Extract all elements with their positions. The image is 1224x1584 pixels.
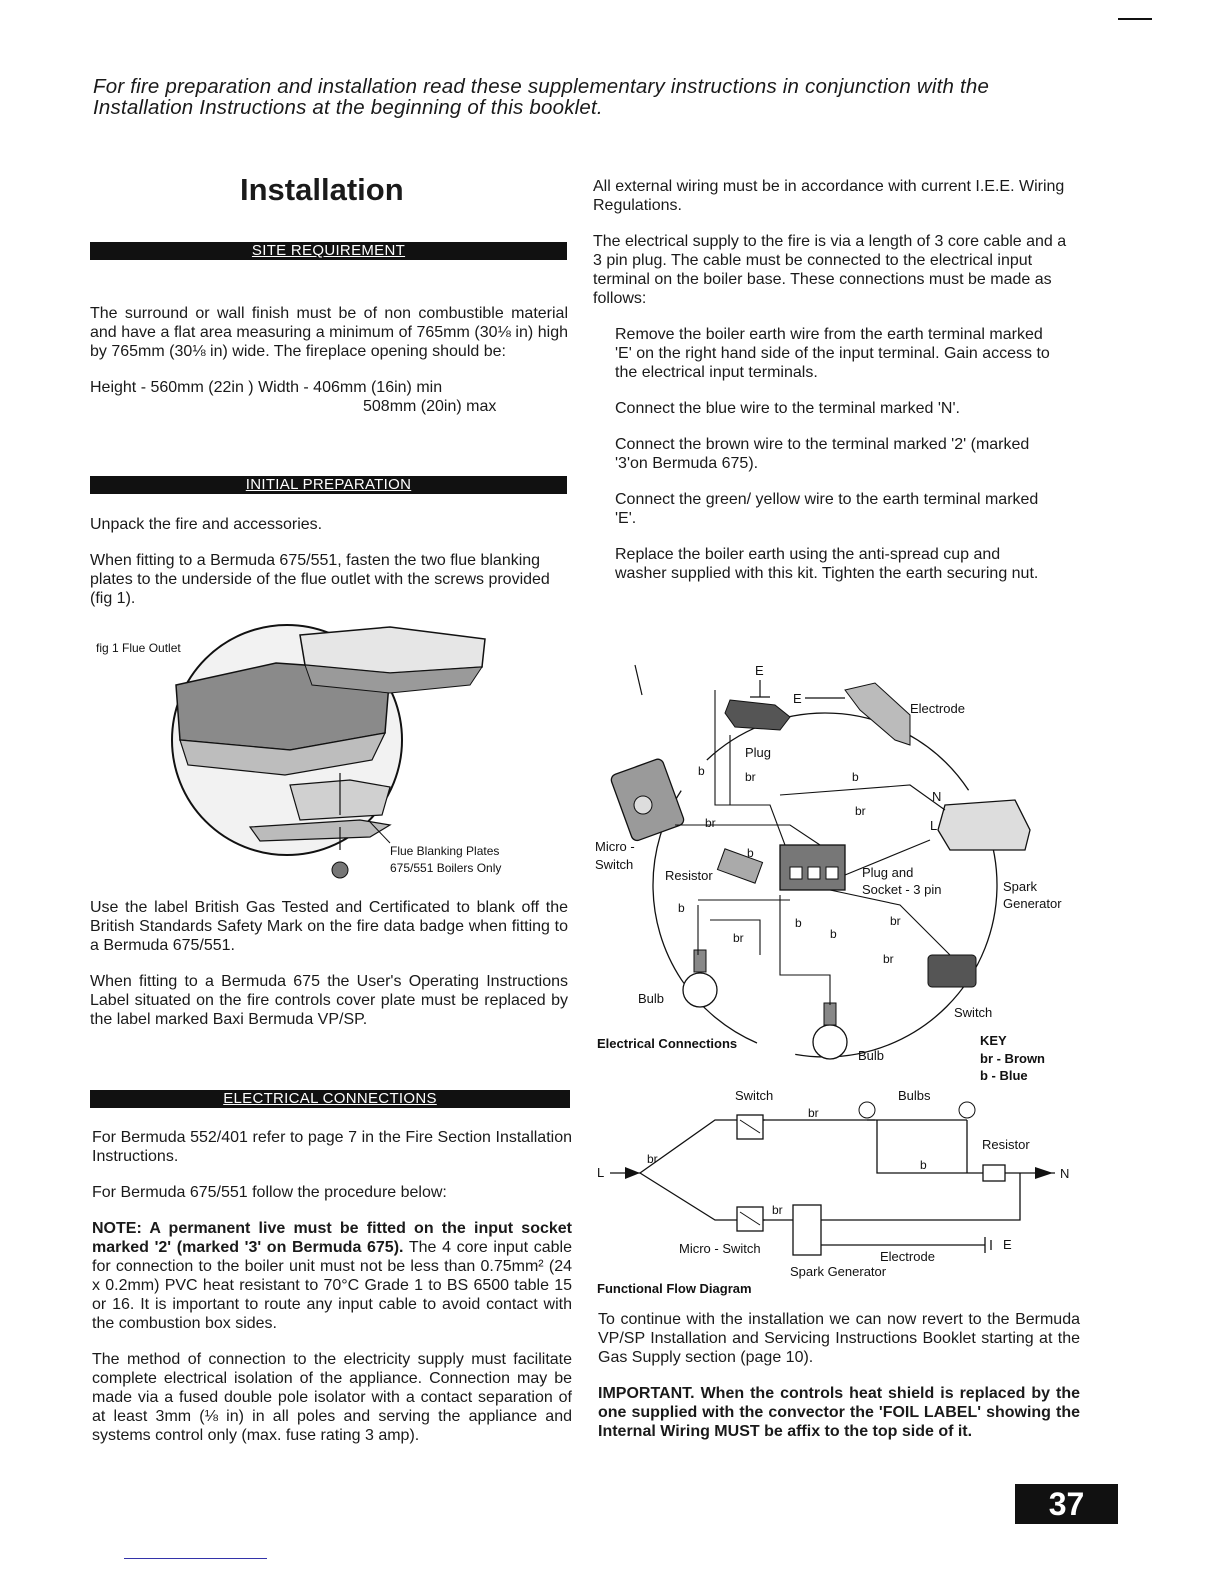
- flow-bulb-1-icon: [859, 1102, 875, 1118]
- n-terminal-label: N: [932, 789, 942, 804]
- flow-b-label: b: [920, 1158, 927, 1172]
- step-3: Connect the brown wire to the terminal marked '2' (marked '3'on Bermuda 675).: [615, 436, 1030, 472]
- flow-br-label-1: br: [647, 1152, 658, 1166]
- important-paragraph: IMPORTANT. When the controls heat shield is replaced by the one supplied with the convector the 'FOIL LABEL' showing the Internal Wiring MUST be affix to the top side of it.: [598, 1385, 1080, 1440]
- flow-resistor-label: Resistor: [982, 1137, 1030, 1152]
- wire-label-b-2: b: [852, 770, 859, 784]
- bulb-bottom-cap: [824, 1003, 836, 1025]
- flow-br-label-2: br: [808, 1106, 819, 1120]
- note-paragraph: [92, 1219, 572, 1333]
- step-1: Remove the boiler earth wire from the earth terminal marked 'E' on the right hand side of the input terminal. Gain access to the electrical input terminals.: [615, 326, 1050, 381]
- switch-icon: [928, 955, 976, 987]
- section-bar-initial: [90, 476, 567, 494]
- pointer-mark: [635, 665, 642, 695]
- wire-label-b-5: b: [795, 916, 802, 930]
- wire-label-b-6: b: [830, 927, 837, 941]
- prep-paragraph-1: Unpack the fire and accessories.: [90, 516, 323, 533]
- socket-pin-3: [826, 867, 838, 879]
- flow-br-label-3: br: [772, 1203, 783, 1217]
- flue-outlet-top: [300, 627, 485, 673]
- flow-bulbs-label: Bulbs: [898, 1088, 931, 1103]
- switch-label: Switch: [954, 1005, 993, 1020]
- plug-socket-label-2: Socket - 3 pin: [862, 882, 942, 897]
- flow-l-label: L: [597, 1165, 605, 1180]
- wire-4: [675, 825, 820, 845]
- wire-label-br-1: br: [745, 770, 756, 784]
- bulb-bottom-label: Bulb: [858, 1048, 885, 1063]
- note-bold: NOTE: A permanent live must be fitted on the input socket marked '2' (marked '3' on Bermuda 675).: [92, 1220, 572, 1256]
- wiring-paragraph: All external wiring must be in accordance with current I.E.E. Wiring Regulations.: [593, 178, 1065, 214]
- site-paragraph: The surround or wall finish must be of non combustible material and have a flat area measuring a minimum of 765mm (30⅛ in) high by 765mm (30⅛ in) wide. The fireplace opening should be:: [90, 305, 568, 360]
- fig1-plates-1: Flue Blanking Plates: [390, 844, 500, 858]
- flow-resistor-icon: [983, 1165, 1005, 1181]
- label-paragraph-1: Use the label British Gas Tested and Certificated to blank off the British Standards Safety Mark on the fire data badge when fitting to a Bermuda 675/551.: [90, 899, 568, 954]
- wire-label-b-3: b: [747, 846, 754, 860]
- electrical-caption: Electrical Connections: [597, 1036, 738, 1051]
- socket-pin-1: [790, 867, 802, 879]
- site-dims-2: 508mm (20in) max: [363, 398, 497, 415]
- socket-pin-2: [808, 867, 820, 879]
- method-paragraph: The method of connection to the electricity supply must facilitate complete electrical isolation of the appliance. Connection may be made via a fused double pole isolator with a contact separation of at least 3mm (⅛ in) in all poles and serving the appliance and systems control only (max. fuse rating 3 amp).: [92, 1351, 572, 1444]
- wire-8: [780, 895, 830, 1005]
- electrical-connections-diagram: [590, 655, 1090, 1090]
- fig1-caption: fig 1 Flue Outlet: [96, 641, 181, 655]
- micro-switch-knob: [634, 796, 652, 814]
- bulb-bottom-icon: [813, 1025, 847, 1059]
- section-title-site: SITE REQUIREMENT: [251, 242, 406, 259]
- electrode-e-label: E: [793, 691, 802, 706]
- note-rest: The 4 core input cable for connection to the boiler unit must not be less than 0.75mm² (24 x 0.2mm) PVC heat resistant to 70°C Grade 1 to BS 6500 table 15 or 16. It is important to route any input cable to avoid contact with the combustion box sides.: [92, 1239, 572, 1332]
- continue-paragraph: To continue with the installation we can now revert to the Bermuda VP/SP Installation and Servicing Instructions Booklet starting at the Gas Supply section (page 10).: [598, 1311, 1080, 1366]
- spark-label-1: Spark: [1003, 879, 1037, 894]
- flow-e-label: E: [1003, 1237, 1012, 1252]
- bottom-rule: [124, 1558, 267, 1559]
- micro-label: Micro -: [595, 839, 635, 854]
- section-bar-site: [90, 242, 567, 260]
- electrical-text: [92, 1128, 572, 1462]
- fig1-plates-2: 675/551 Boilers Only: [390, 861, 502, 875]
- prep-text: [90, 515, 568, 625]
- step-2: Connect the blue wire to the terminal marked 'N'.: [615, 400, 960, 417]
- flow-bulb-return: [877, 1120, 985, 1173]
- label-text: [90, 898, 568, 1046]
- functional-flow-diagram: [595, 1085, 1085, 1300]
- wire-label-br-3: br: [705, 816, 716, 830]
- step-4: Connect the green/ yellow wire to the earth terminal marked 'E'.: [615, 491, 1039, 527]
- plug-label: Plug: [745, 745, 772, 760]
- flow-spark-generator-icon: [793, 1205, 821, 1255]
- key-title: KEY: [980, 1033, 1007, 1048]
- step-5: Replace the boiler earth using the anti-spread cup and washer supplied with this kit. Tighten the earth securing nut.: [615, 546, 1039, 582]
- wire-label-br-4: br: [733, 931, 744, 945]
- key-blue: b - Blue: [980, 1068, 1028, 1083]
- right-text-bottom: [598, 1310, 1080, 1458]
- resistor-icon: [717, 849, 762, 883]
- electrode-label: Electrode: [910, 701, 965, 716]
- flow-electrode-label: Electrode: [880, 1249, 935, 1264]
- label-paragraph-2: When fitting to a Bermuda 675 the User's Operating Instructions Label situated on the fire controls cover plate must be replaced by the label marked Baxi Bermuda VP/SP.: [90, 973, 568, 1028]
- elec-paragraph-1: For Bermuda 552/401 refer to page 7 in the Fire Section Installation Instructions.: [92, 1129, 572, 1165]
- flue-outlet-figure: [90, 615, 570, 895]
- flow-n-label: N: [1060, 1166, 1070, 1181]
- section-title-electrical: ELECTRICAL CONNECTIONS: [223, 1090, 437, 1107]
- wire-label-br-2: br: [855, 804, 866, 818]
- wire-label-b-1: b: [698, 764, 705, 778]
- flow-spark-label: Spark Generator: [790, 1264, 887, 1279]
- flow-n-arrow: [1035, 1167, 1053, 1179]
- supply-paragraph: The electrical supply to the fire is via a length of 3 core cable and a 3 pin plug. The cable must be connected to the electrical input terminal on the boiler base. These connections must be made as follows:: [593, 233, 1067, 307]
- flow-caption: Functional Flow Diagram: [597, 1281, 752, 1296]
- section-bar-electrical: [90, 1090, 570, 1108]
- spark-generator-icon: [938, 800, 1030, 850]
- plug-icon: [725, 700, 790, 730]
- top-rule: [1118, 18, 1152, 20]
- elec-paragraph-2: For Bermuda 675/551 follow the procedure below:: [92, 1184, 447, 1201]
- wire-label-br-6: br: [883, 952, 894, 966]
- flow-l-arrow: [625, 1167, 640, 1179]
- flow-micro-switch-label: Micro - Switch: [679, 1241, 761, 1256]
- earth-label: E: [755, 663, 764, 678]
- key-brown: br - Brown: [980, 1051, 1045, 1066]
- plug-socket-label-1: Plug and: [862, 865, 914, 880]
- wire-label-b-4: b: [678, 901, 685, 915]
- bulb-left-cap: [694, 950, 706, 972]
- prep-paragraph-2: When fitting to a Bermuda 675/551, fasten the two flue blanking plates to the underside of the flue outlet with the screws provided (fig 1).: [90, 552, 550, 607]
- resistor-label: Resistor: [665, 868, 713, 883]
- page-title: Installation: [240, 172, 404, 207]
- right-text-top: [593, 177, 1073, 600]
- steps-list: [593, 325, 1051, 583]
- section-title-initial: INITIAL PREPARATION: [245, 476, 412, 493]
- l-terminal-label: L: [930, 818, 938, 833]
- bulb-left-label: Bulb: [638, 991, 665, 1006]
- page-number: 37: [1015, 1484, 1118, 1524]
- bulb-left-icon: [683, 973, 717, 1007]
- electrode-icon: [845, 683, 910, 745]
- site-dims-1: Height - 560mm (22in ) Width - 406mm (16in) min: [90, 379, 443, 396]
- wire-label-br-5: br: [890, 914, 901, 928]
- flow-bulb-2-icon: [959, 1102, 975, 1118]
- spark-label-2: Generator: [1003, 896, 1062, 911]
- intro-note: For fire preparation and installation read these supplementary instructions in conjunction with the Installation Instructions at the beginning of this booklet.: [93, 75, 990, 119]
- flow-switch-label: Switch: [735, 1088, 774, 1103]
- micro-switch-label: Switch: [595, 857, 634, 872]
- site-text: [90, 304, 568, 416]
- screw-icon: [332, 862, 348, 878]
